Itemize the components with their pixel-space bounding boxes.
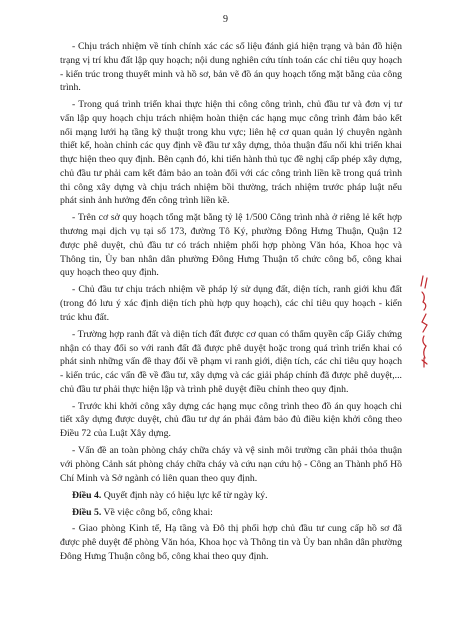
paragraph: - Trước khi khởi công xây dựng các hạng mục công trình theo đồ án quy hoạch chi tiết xây dựng được duyệt, chủ đầu tư dự án phải đảm bảo đủ điều kiện khởi công theo Điều 72 của Luật Xây dựng.	[60, 400, 402, 440]
paragraph: - Trường hợp ranh đất và diện tích đất được cơ quan có thẩm quyền cấp Giấy chứng nhận có thay đổi so với ranh đất đã được phê duyệt hoặc trong quá trình triển khai có phát sinh những vấn đề thay đổi về phạm vi ranh giới, diện tích, các chỉ tiêu quy hoạch - kiến trúc, các vấn đề về đầu tư, xây dựng và các giải pháp chính đã được phê duyệt,... chủ đầu tư phải thực hiện lập và trình phê duyệt điều chỉnh theo quy định.	[60, 328, 402, 395]
article-label: Điều 4.	[72, 489, 102, 501]
paragraph: - Vấn đề an toàn phòng cháy chữa cháy và vệ sinh môi trường cần phải thỏa thuận với phòng Cảnh sát phòng cháy chữa cháy và cứu nạn cứu hộ - Công an Thành phố Hồ Chí Minh và Sở ngành có liên quan theo quy định.	[60, 445, 402, 484]
article-label: Điều 5.	[72, 506, 102, 518]
paragraph: - Chủ đầu tư chịu trách nhiệm về pháp lý sử dụng đất, diện tích, ranh giới khu đất (trong đó lưu ý xác định diện tích phù hợp quy hoạch), các chỉ tiêu quy hoạch - kiến trúc khu đất.	[60, 284, 402, 323]
article-4: Điều 4. Quyết định này có hiệu lực kể từ ngày ký.	[72, 489, 268, 501]
paragraph: - Chịu trách nhiệm về tính chính xác các số liệu đánh giá hiện trạng và bản đồ hiện trạng vị trí khu đất lập quy hoạch; nội dung nghiên cứu tính toán các chỉ tiêu quy hoạch - kiến trúc trong thuyết minh và hồ sơ, bản vẽ đồ án quy hoạch tổng mặt bằng của công trình.	[60, 41, 402, 94]
paragraph: - Trong quá trình triển khai thực hiện thi công công trình, chủ đầu tư và đơn vị tư vấn lập quy hoạch chịu trách nhiệm hoàn thiện các hạng mục công trình đảm bảo kết nối mạng lưới hạ tầng kỹ thuật trong khu vực; liên hệ cơ quan quản lý chuyên ngành thiết kế, hoàn chỉnh các quy định về đầu tư xây dựng, thỏa thuận đấu nối khi triển khai thực hiện theo quy định. Bên cạnh đó, khi tiến hành thủ tục đề nghị cấp phép xây dựng, chủ đầu tư phải cam kết đảm bảo an toàn đối với các công trình liền kề trong quá trình thi công xây dựng và chịu trách nhiệm bồi thường, trách nhiệm trước pháp luật nếu phát sinh ảnh hưởng đến công trình liền kề.	[60, 99, 402, 207]
document-body	[60, 40, 402, 567]
paragraph: - Trên cơ sở quy hoạch tổng mặt bằng tỷ lệ 1/500 Công trình nhà ở riêng lẻ kết hợp thương mại dịch vụ tại số 173, đường Tô Ký, phường Đông Hưng Thuận, Quận 12 được phê duyệt, chủ đầu tư có trách nhiệm phối hợp phòng Văn hóa, Khoa học và Thông tin, Ủy ban nhân dân phường Đông Hưng Thuận tổ chức công bố, công khai quy hoạch theo quy định.	[60, 212, 402, 279]
article-5: Điều 5. Về việc công bố, công khai:	[72, 506, 213, 518]
margin-signature-stamp	[418, 272, 432, 368]
paragraph: - Giao phòng Kinh tế, Hạ tầng và Đô thị phối hợp chủ đầu tư cung cấp hồ sơ đã được phê duyệt để phòng Văn hóa, Khoa học và Thông tin và Ủy ban nhân dân phường Đông Hưng Thuận công bố, công khai theo quy định.	[60, 523, 402, 562]
page-number: 9	[223, 14, 228, 25]
